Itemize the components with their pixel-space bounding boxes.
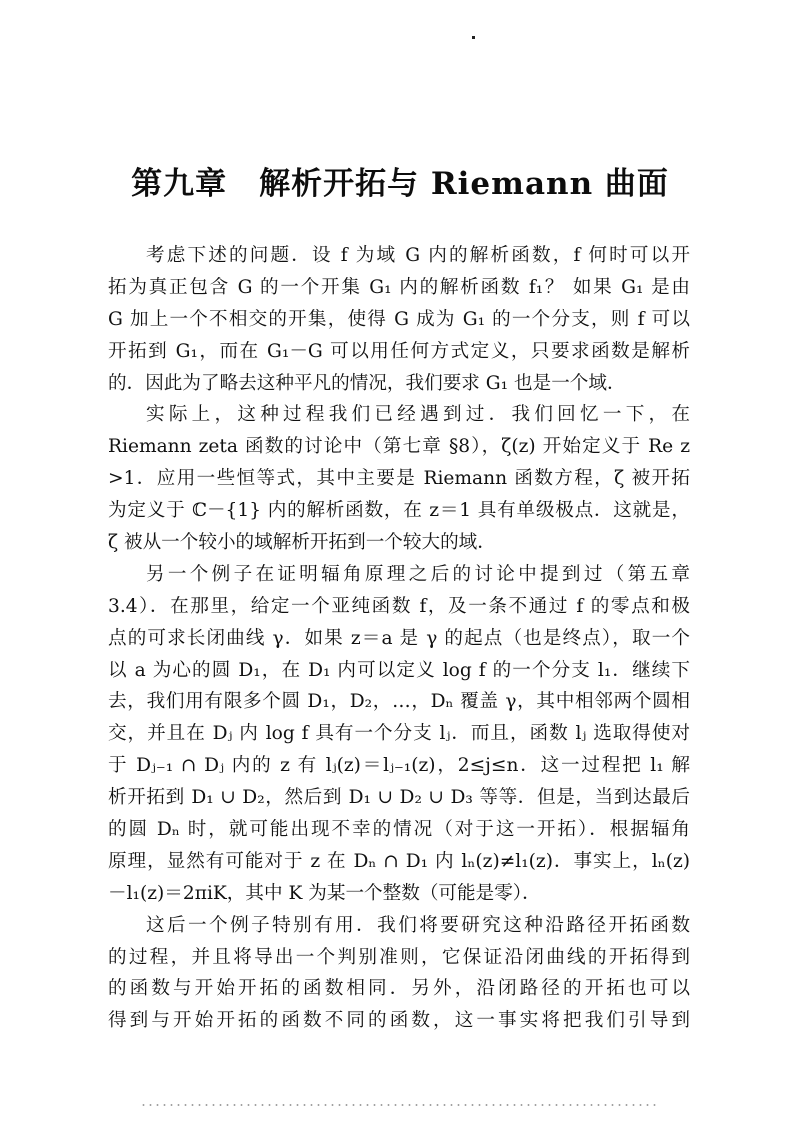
text-line: 的．因此为了略去这种平凡的情况，我们要求 G₁ 也是一个域． <box>108 372 626 394</box>
body-text <box>108 240 690 1037</box>
text-line: 的函数与开始开拓的函数相同．另外，沿闭路径的开拓也可以 <box>108 978 690 1000</box>
text-line: 实际上，这种过程我们已经遇到过．我们回忆一下，在 <box>146 404 690 426</box>
page-mark <box>472 36 475 39</box>
text-line: 以 a 为心的圆 D₁，在 D₁ 内可以定义 log f 的一个分支 l₁．继续下 <box>108 659 690 681</box>
text-line: 去，我们用有限多个圆 D₁，D₂，…，Dₙ 覆盖 γ，其中相邻两个圆相 <box>108 691 690 713</box>
paragraph-4 <box>108 910 690 1038</box>
paragraph-3 <box>108 559 690 910</box>
text-line: 3.4）．在那里，给定一个亚纯函数 f，及一条不通过 f 的零点和极 <box>108 595 690 617</box>
text-line: 的过程，并且将导出一个判别准则，它保证沿闭曲线的开拓得到 <box>108 946 690 968</box>
text-line: 拓为真正包含 G 的一个开集 G₁ 内的解析函数 f₁？ 如果 G₁ 是由 <box>108 276 690 298</box>
text-line: 析开拓到 D₁ ∪ D₂，然后到 D₁ ∪ D₂ ∪ D₃ 等等．但是，当到达最后 <box>108 787 690 809</box>
text-line: G 加上一个不相交的开集，使得 G 成为 G₁ 的一个分支，则 f 可以 <box>108 308 690 330</box>
text-line: 得到与开始开拓的函数不同的函数，这一事实将把我们引导到 <box>108 1010 690 1032</box>
text-line: 为定义于 ℂ－{1} 内的解析函数，在 z＝1 具有单级极点．这就是， <box>108 500 690 522</box>
paragraph-2 <box>108 399 690 558</box>
chapter-title: 第九章 解析开拓与 Riemann 曲面 <box>131 166 669 202</box>
text-line: ζ 被从一个较小的域解析开拓到一个较大的域． <box>108 532 496 554</box>
text-line: －l₁(z)＝2πiK，其中 K 为某一个整数（可能是零）． <box>108 882 541 904</box>
text-line: >1．应用一些恒等式，其中主要是 Riemann 函数方程，ζ 被开拓 <box>108 468 690 490</box>
text-line: 考虑下述的问题．设 f 为域 G 内的解析函数，f 何时可以开 <box>146 245 690 266</box>
text-line: Riemann zeta 函数的讨论中（第七章 §8），ζ(z) 开始定义于 Re z <box>108 436 690 458</box>
text-line: 原理，显然有可能对于 z 在 Dₙ ∩ D₁ 内 lₙ(z)≠l₁(z)．事实上，lₙ(z) <box>108 850 690 872</box>
text-line: 这后一个例子特别有用．我们将要研究这种沿路径开拓函数 <box>146 914 690 936</box>
text-line: 点的可求长闭曲线 γ．如果 z＝a 是 γ 的起点（也是终点），取一个 <box>108 627 690 649</box>
paragraph-1 <box>108 240 690 399</box>
text-line: 交，并且在 Dⱼ 内 log f 具有一个分支 lⱼ．而且，函数 lⱼ 选取得使对 <box>108 723 690 745</box>
text-line: 另一个例子在证明辐角原理之后的讨论中提到过（第五章 <box>146 563 690 585</box>
text-line: 的圆 Dₙ 时，就可能出现不幸的情况（对于这一开拓）．根据辐角 <box>108 819 690 841</box>
scan-noise <box>140 1102 660 1108</box>
text-line: 于 Dⱼ₋₁ ∩ Dⱼ 内的 z 有 lⱼ(z)＝lⱼ₋₁(z)，2≤j≤n．这一过程把 l₁ 解 <box>108 755 690 777</box>
text-line: 开拓到 G₁，而在 G₁－G 可以用任何方式定义，只要求函数是解析 <box>108 340 690 362</box>
